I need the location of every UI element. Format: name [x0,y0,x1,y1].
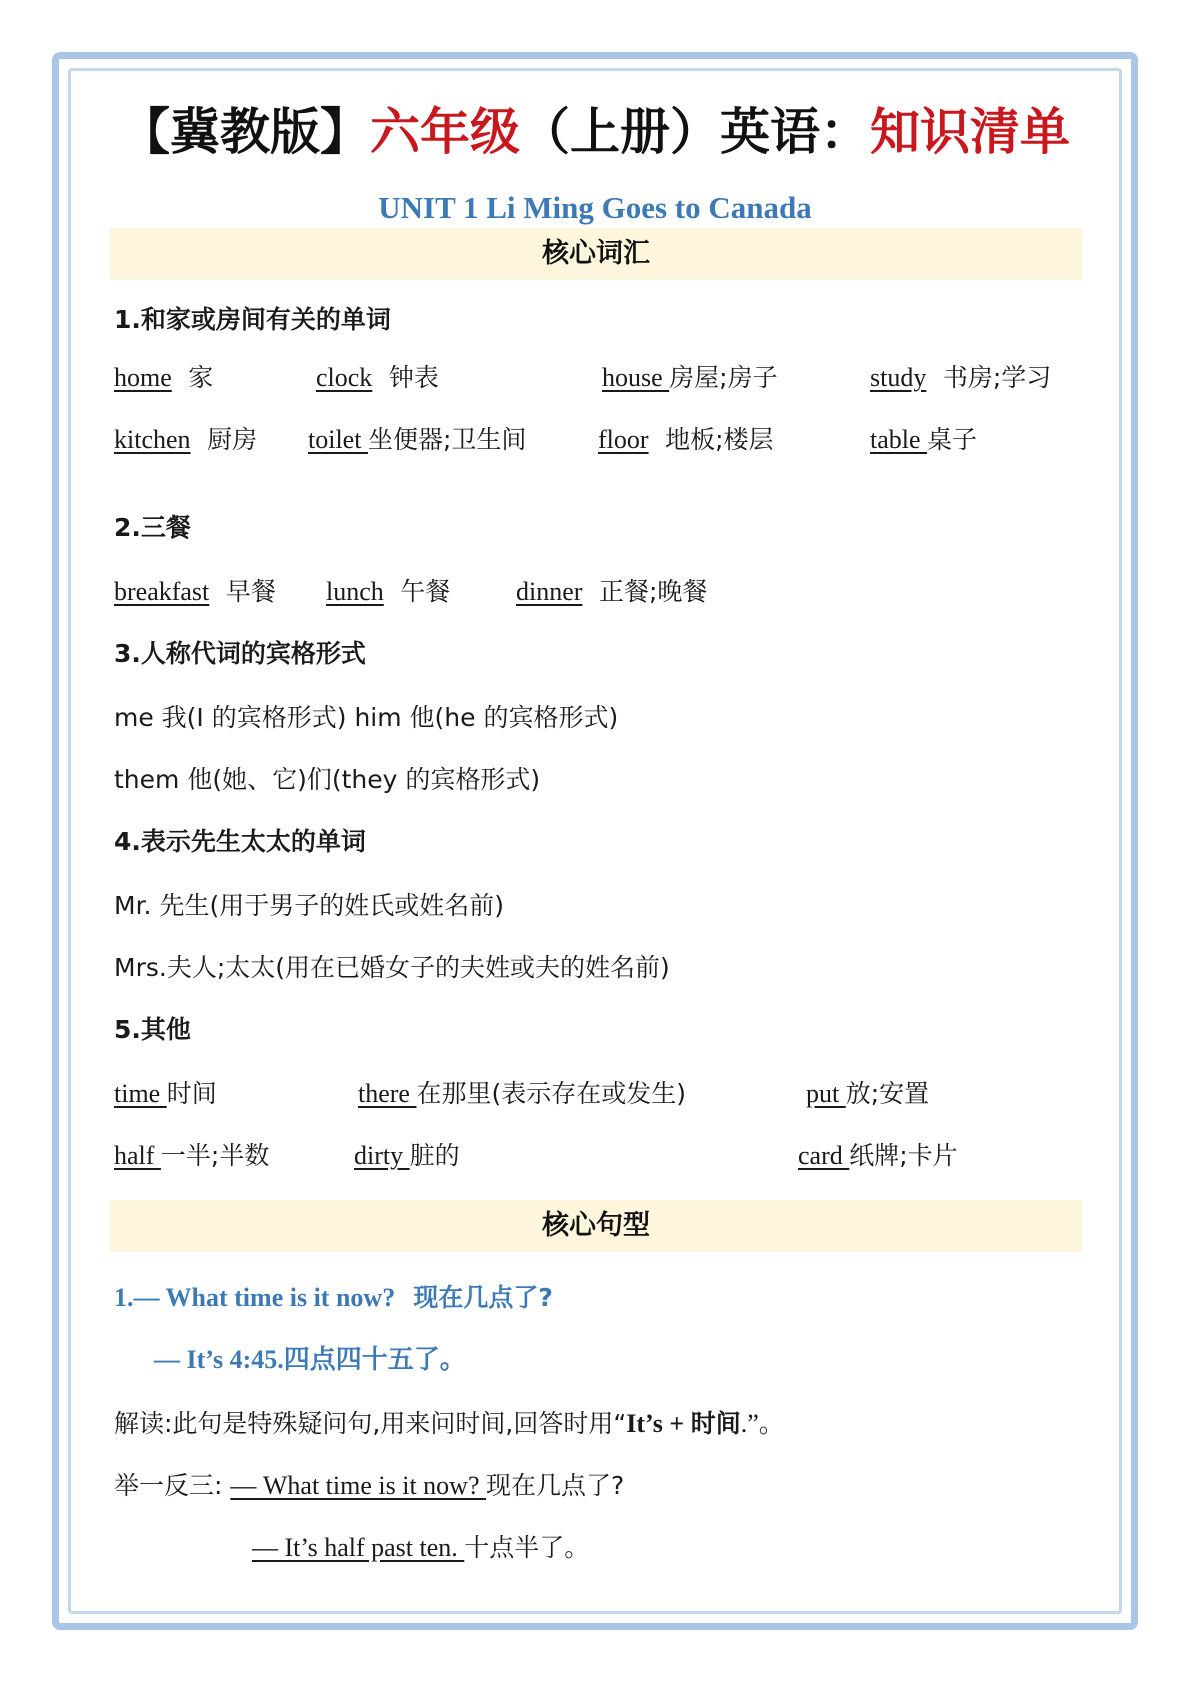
vocab-item: floor 地板;楼层 [598,425,774,454]
sentence-question: 1.— What time is it now? 现在几点了? [114,1283,553,1312]
category-heading-other: 5.其他 [114,1015,191,1044]
vocab-item: study 书房;学习 [870,363,1052,392]
vocab-item: home 家 [114,363,214,392]
vocab-item: table 桌子 [870,425,978,454]
unit-title: UNIT 1 Li Ming Goes to Canada [378,190,812,225]
section-heading-vocab: 核心词汇 [110,228,1082,280]
vocab-item: lunch 午餐 [326,577,451,606]
title-volume: （上册）英语： [520,103,870,161]
vocab-item: put 放;安置 [806,1079,930,1108]
vocab-item: card 纸牌;卡片 [798,1141,958,1170]
vocab-item: there 在那里(表示存在或发生) [358,1079,686,1108]
vocab-item: toilet 坐便器;卫生间 [308,425,527,454]
pronoun-line-2: them 他(她、它)们(they 的宾格形式) [114,765,541,794]
mr-line: Mr. 先生(用于男子的姓氏或姓名前) [114,891,504,920]
category-heading-meals: 2.三餐 [114,513,191,542]
title-bracket: 【冀教版】 [120,103,370,161]
vocab-item: dinner 正餐;晚餐 [516,577,708,606]
page-title [0,92,1190,172]
sentence-answer: — It’s 4:45.四点四十五了。 [154,1345,466,1374]
vocab-item: clock 钟表 [316,363,439,392]
category-heading-pronouns: 3.人称代词的宾格形式 [114,639,366,668]
explanation-line: 解读:此句是特殊疑问句,用来问时间,回答时用“It’s + 时间.”。 [114,1409,785,1438]
title-grade: 六年级 [370,103,520,161]
vocab-item: time 时间 [114,1079,217,1108]
pronoun-line-1: me 我(I 的宾格形式) him 他(he 的宾格形式) [114,703,619,732]
vocab-item: breakfast 早餐 [114,577,276,606]
practice-question: 举一反三: — What time is it now? 现在几点了? [114,1471,625,1500]
category-heading-titles: 4.表示先生太太的单词 [114,827,366,856]
vocab-item: house 房屋;房子 [602,363,778,392]
mrs-line: Mrs.夫人;太太(用在已婚女子的夫姓或夫的姓名前) [114,953,670,982]
section-heading-sentences: 核心句型 [110,1200,1082,1252]
title-suffix: 知识清单 [870,103,1070,161]
category-heading-home: 1.和家或房间有关的单词 [114,305,391,334]
vocab-item: dirty 脏的 [354,1141,460,1170]
practice-answer: — It’s half past ten. 十点半了。 [252,1533,590,1562]
vocab-item: half 一半;半数 [114,1141,270,1170]
vocab-item: kitchen 厨房 [114,425,258,454]
